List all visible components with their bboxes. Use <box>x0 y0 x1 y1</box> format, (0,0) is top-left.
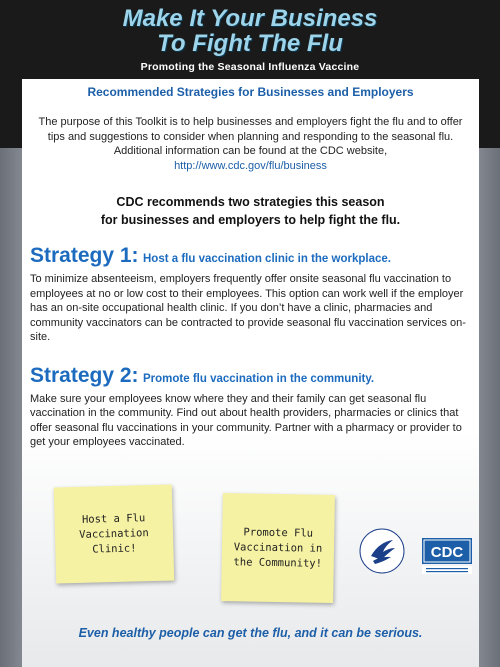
cdc-recommends-line-1: CDC recommends two strategies this season <box>116 195 385 209</box>
title-line-2: To Fight The Flu <box>157 30 343 57</box>
strategy-1-heading <box>30 243 473 272</box>
hhs-seal-icon <box>359 528 405 574</box>
sticky-note-clinic <box>54 484 174 583</box>
intro-text: The purpose of this Toolkit is to help businesses and employers fight the flu and to offer tips and suggestions to consider when planning and responding to the seasonal flu. Additional information can be found at the CDC website, <box>38 116 463 157</box>
strategy-2-title: Promote flu vaccination in the community. <box>143 372 375 385</box>
strategy-2-body: Make sure your employees know where they and their family can get seasonal flu vaccination in the community. Find out about health providers, pharmacies or clinics that offer seasonal flu vaccinations in your community. Partner with a pharmacy or provider to get your employees vaccinated. <box>30 392 462 448</box>
page-subtitle: Promoting the Seasonal Influenza Vaccine <box>140 61 360 73</box>
cdc-logo-text: CDC <box>430 544 464 561</box>
strategy-1-body: To minimize absenteeism, employers frequently offer onsite seasonal flu vaccination to employees at no or low cost to their employees. This option can work well if the employer has an on-site occupational health clinic. If you don’t have a clinic, pharmacies and community vaccinators can be contracted to provide seasonal flu vaccination services on-site. <box>30 273 466 343</box>
sticky-note-community-text: Promote Flu Vaccination in the Community! <box>233 525 323 570</box>
footer-tagline: Even healthy people can get the flu, and it can be serious. <box>78 626 423 640</box>
cdc-recommends <box>22 193 479 229</box>
strategy-2 <box>30 363 473 450</box>
cdc-website-link[interactable]: http://www.cdc.gov/flu/business <box>174 159 327 172</box>
sticky-note-clinic-text: Host a Flu Vaccination Clinic! <box>79 511 149 556</box>
cdc-recommends-line-2: for businesses and employers to help fight the flu. <box>100 213 401 227</box>
strategy-1 <box>30 243 473 345</box>
title-line-1: Make It Your Business <box>122 5 378 32</box>
intro-paragraph <box>30 115 471 173</box>
cdc-logo-icon <box>422 538 472 574</box>
strategy-1-title: Host a flu vaccination clinic in the workplace. <box>143 253 391 265</box>
page-title <box>0 6 500 56</box>
strategy-1-label: Strategy 1: <box>30 244 139 267</box>
content-panel <box>22 79 479 667</box>
section-heading: Recommended Strategies for Businesses and Employers <box>87 85 414 99</box>
header <box>0 0 500 78</box>
strategy-2-label: Strategy 2: <box>30 363 139 387</box>
sticky-note-community <box>221 493 335 603</box>
strategy-2-heading <box>30 363 473 392</box>
